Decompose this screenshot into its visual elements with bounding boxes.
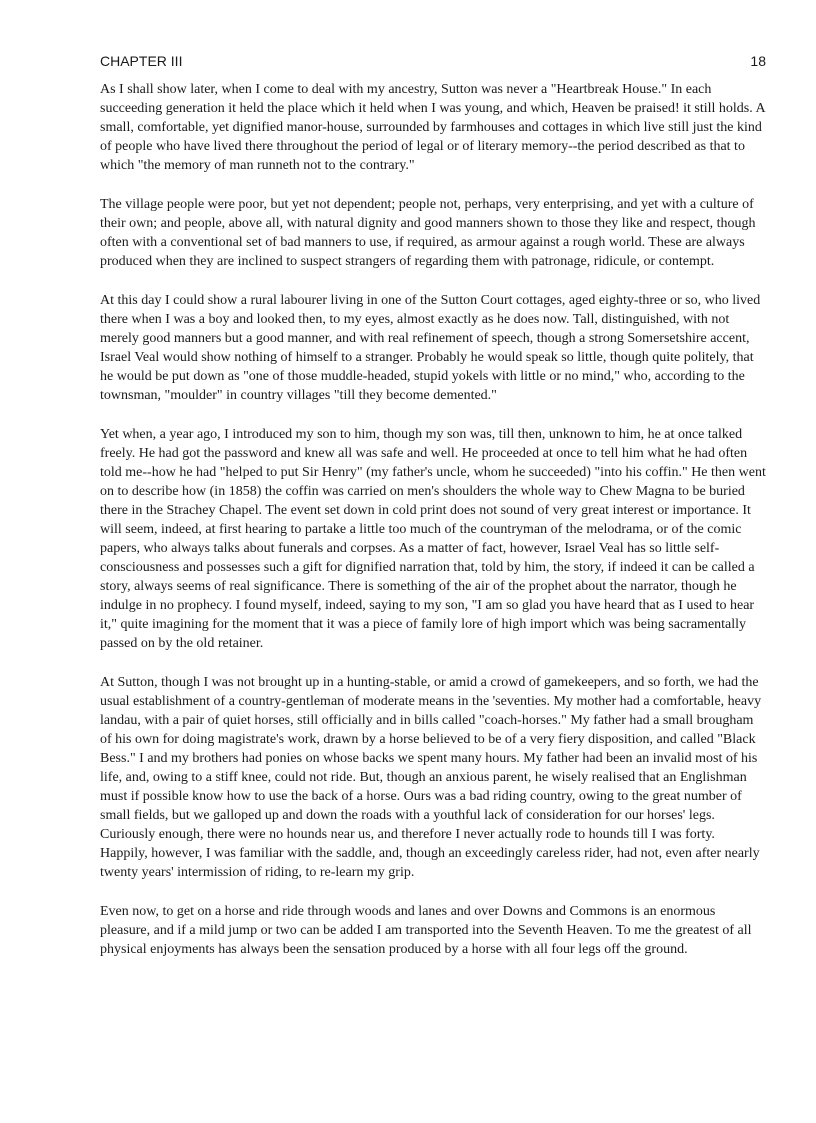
paragraph: Yet when, a year ago, I introduced my son to him, though my son was, till then, unknown to him, he at once talked freely. He had got the password and knew all was safe and well. He proceeded at once to tell him what he had often told me--how he had "helped to put Sir Henry" (my father's uncle, whom he succeeded) "into his coffin." He then went on to describe how (in 1858) the coffin was carried on men's shoulders the whole way to Chew Magna to be buried there in the Strachey Chapel. The event set down in cold print does not sound of very great interest or importance. It will seem, indeed, at first hearing to partake a little too much of the countryman of the melodrama, or of the comic papers, who always talks about funerals and corpses. As a matter of fact, however, Israel Veal has so little self-consciousness and possesses such a gift for dignified narration that, told by him, the story, if indeed it can be called a story, always seems of real significance. There is something of the air of the prophet about the narrator, though he indulge in no prophecy. I found myself, indeed, saying to my son, "I am so glad you have heard that as I used to hear it," quite imagining for the moment that it was a piece of family lore of high import which was being sacramentally passed on by the old retainer. [100, 427, 766, 651]
paragraph: The village people were poor, but yet not dependent; people not, perhaps, very enterprising, and yet with a culture of their own; and people, above all, with natural dignity and good manners shown to those they like and respect, though often with a conventional set of bad manners to use, if required, as armour against a rough world. These are always produced when they are inclined to suspect strangers of regarding them with patronage, ridicule, or contempt. [100, 197, 756, 269]
paragraph: At Sutton, though I was not brought up in a hunting-stable, or amid a crowd of gamekeepers, and so forth, we had the usual establishment of a country-gentleman of moderate means in the 'seventies. My mother had a comfortable, heavy landau, with a pair of quiet horses, still officially and in bills called "coach-horses." My father had a small brougham of his own for doing magistrate's work, drawn by a horse believed to be of a very fiery disposition, and called "Black Bess." I and my brothers had ponies on whose backs we spent many hours. My father had been an invalid most of his life, and, owing to a stiff knee, could not ride. But, though an anxious parent, he wisely realised that an Englishman must if possible know how to use the back of a horse. Ours was a bad riding country, owing to the great number of small fields, but we galloped up and down the roads with a youthful lack of consideration for our horses' legs. Curiously enough, there were no hounds near us, and therefore I never actually rode to hounds till I was forty. Happily, however, I was familiar with the saddle, and, though an exceedingly careless rider, had not, even after nearly twenty years' intermission of riding, to re-learn my grip. [100, 675, 762, 880]
paragraph: At this day I could show a rural labourer living in one of the Sutton Court cottages, aged eighty-three or so, who lived there when I was a boy and looked then, to my eyes, almost exactly as he does now. Tall, distinguished, with not merely good manners but a good manner, and with real refinement of speech, though a strong Somersetshire accent, Israel Veal would show nothing of himself to a stranger. Probably he would speak so little, though quite politely, that he would be put down as "one of those muddle-headed, stupid yokels with little or no mind," who, according to the townsman, "moulder" in country villages "till they become demented." [100, 293, 761, 403]
page-number: 18 [750, 53, 766, 69]
paragraph: As I shall show later, when I come to deal with my ancestry, Sutton was never a "Heartbreak House." In each succeeding generation it held the place which it held when I was young, and which, Heaven be praised! it still holds. A small, comfortable, yet dignified manor-house, surrounded by farmhouses and cottages in which live still just the kind of people who have lived there throughout the period of legal or of literary memory--the period described as that to which "the memory of man runneth not to the contrary." [100, 82, 765, 173]
chapter-label: CHAPTER III [100, 53, 183, 69]
running-header [100, 52, 766, 70]
body-text [100, 80, 766, 979]
paragraph: Even now, to get on a horse and ride through woods and lanes and over Downs and Commons is an enormous pleasure, and if a mild jump or two can be added I am transported into the Seventh Heaven. To me the greatest of all physical enjoyments has always been the sensation produced by a horse with all four legs off the ground. [100, 904, 752, 957]
